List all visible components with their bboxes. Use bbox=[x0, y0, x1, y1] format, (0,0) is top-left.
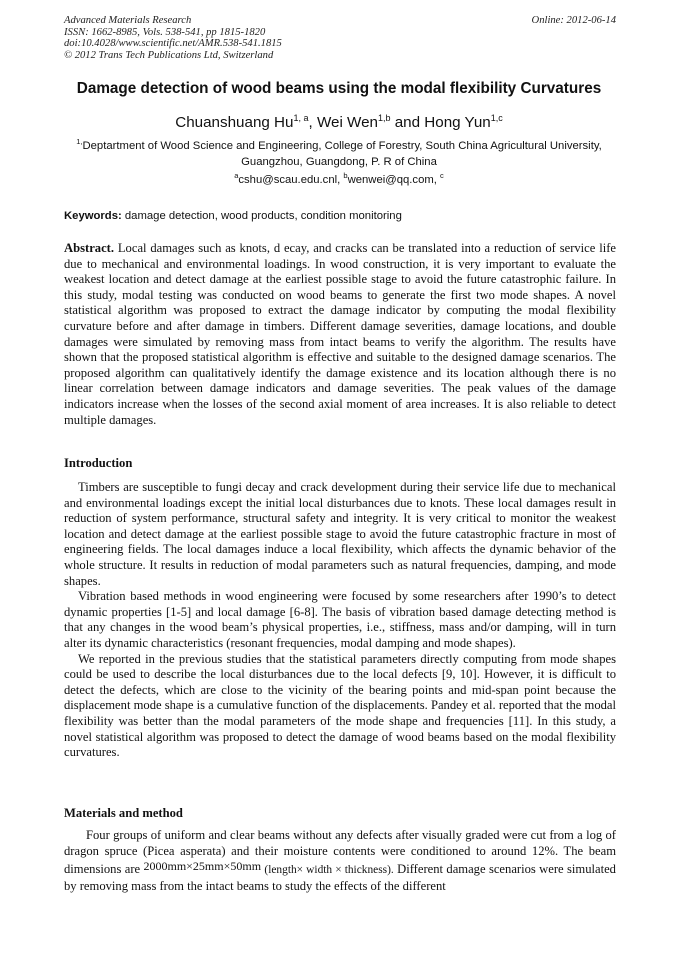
materials-text-end: Different damage scenarios were simulated by removing mass from the intact beams to study the effects of the different bbox=[64, 862, 616, 893]
author-superscript: 1,b bbox=[378, 113, 391, 123]
affiliation-superscript: 1, bbox=[76, 137, 83, 146]
author-list bbox=[40, 114, 638, 132]
abstract-text: Local damages such as knots, d ecay, and cracks can be translated into a reduction of service life due to mechanical and environmental loadings. In wood construction, it is very important to evaluate the weakest location and detect damage at the earliest possible stage to avoid the future catastrophic failure. In this study, modal testing was conducted on wood beams to generate the first two mode shapes. A novel statistical algorithm was proposed to extract the damage indicator by computing the modal flexibility curvature before and after damage in timbers. Different damage severities, damage locations, and double damages were simulated by removing mass from intact beams to verify the algorithm. The results have shown that the proposed statistical algorithm is effective and suitable to the designed damage scenarios. The proposed algorithm can qualitatively identify the damage existence and its location although there is no linear correlation between damage indicators and damage severities. The peak values of the damage indicators increase when the losses of the second axial moment of area increases. It is also reliable to detect multiple damages. bbox=[64, 241, 616, 427]
paragraph: Vibration based methods in wood engineering were focused by some researchers after 1990’s to detect dynamic properties [1-5] and local damage [6-8]. The basis of vibration based damage detecting method is that any changes in the wood beam’s physical properties, i.e., stiffness, mass and/or damping, will in turn alter its dynamic characteristics (resonant frequencies, modal damping and mode shapes). bbox=[64, 589, 616, 650]
materials-paragraph bbox=[64, 828, 616, 894]
online-date: Online: 2012-06-14 bbox=[531, 15, 616, 26]
section-heading-materials: Materials and method bbox=[64, 806, 183, 820]
section-heading-introduction: Introduction bbox=[64, 456, 133, 470]
paragraph: Timbers are susceptible to fungi decay and crack development during their service life due to mechanical and environmental loadings except the initial local disturbances due to knots. These local damages result in reduction of system performance, structural safety and integrity. It is very critical to monitor the weakest location and detect damage at the earliest possible stage to avoid the future catastrophic fracture in most of engineering fields. The local damages induce a local flexibility, which affects the dynamic behavior of the whole structure. It results in reduction of modal parameters such as natural frequencies, damping, and mode shapes. bbox=[64, 480, 616, 588]
email-link[interactable]: cshu@scau.edu.cnl, bbox=[238, 174, 344, 186]
email-superscript: c bbox=[440, 171, 444, 180]
author-name: Chuanshuang Hu bbox=[175, 114, 294, 131]
author-name: Hong Yun bbox=[424, 114, 491, 131]
keywords-label: Keywords: bbox=[64, 210, 122, 222]
introduction-body bbox=[64, 480, 616, 761]
author-superscript: 1, a bbox=[293, 113, 309, 123]
author-separator: and bbox=[390, 114, 425, 131]
author-superscript: 1,c bbox=[490, 113, 503, 123]
email-superscript: a bbox=[234, 171, 239, 180]
issn-line: ISSN: 1662-8985, Vols. 538-541, pp 1815-1820 bbox=[64, 26, 266, 38]
paper-title: Damage detection of wood beams using the modal flexibility Curvatures bbox=[76, 80, 602, 97]
paragraph: We reported in the previous studies that the statistical parameters directly computing from mode shapes could be used to describe the local disturbances due to the local defects [9, 10]. However, it is difficult to detect the defects, which are close to the vicinity of the bearing points and mid-span point because the displacement mode shape is a cumulative function of the displacements. Pandey et al. reported that the modal flexibility was better than the modal parameters of the mode shape and frequencies [11]. In this study, a novel statistical algorithm was proposed to detect the damage of wood beams based on the modal flexibility curvatures. bbox=[64, 651, 616, 760]
email-superscript: b bbox=[343, 171, 348, 180]
doi-line[interactable]: doi:10.4028/www.scientific.net/AMR.538-541.1815 bbox=[64, 38, 282, 50]
affiliation bbox=[60, 139, 618, 170]
keywords bbox=[64, 209, 616, 224]
abstract-label: Abstract. bbox=[64, 241, 115, 255]
keywords-text: damage detection, wood products, condition monitoring bbox=[121, 210, 402, 222]
dimensions-note: (length× width × thickness). bbox=[264, 864, 394, 877]
email-link[interactable]: wenwei@qq.com, bbox=[347, 174, 441, 186]
journal-header bbox=[64, 15, 616, 61]
journal-name: Advanced Materials Research bbox=[64, 15, 192, 26]
abstract bbox=[64, 241, 616, 428]
author-emails bbox=[60, 173, 618, 188]
beam-dimensions: 2000mm×25mm×50mm bbox=[143, 859, 262, 874]
affiliation-text: Deptartment of Wood Science and Engineering, College of Forestry, South China Agricultural University, Guangzhou, Guangdong, P. R of China bbox=[82, 140, 602, 168]
copyright-line: © 2012 Trans Tech Publications Ltd, Switzerland bbox=[64, 49, 274, 61]
materials-text-start: Four groups of uniform and clear beams without any defects after visually graded were cut from a log of dragon spruce (Picea asperata) and their moisture contents were conditioned to around 12%. The beam dimensions are bbox=[64, 828, 616, 877]
author-separator: , bbox=[308, 114, 317, 131]
author-name: Wei Wen bbox=[316, 114, 378, 131]
